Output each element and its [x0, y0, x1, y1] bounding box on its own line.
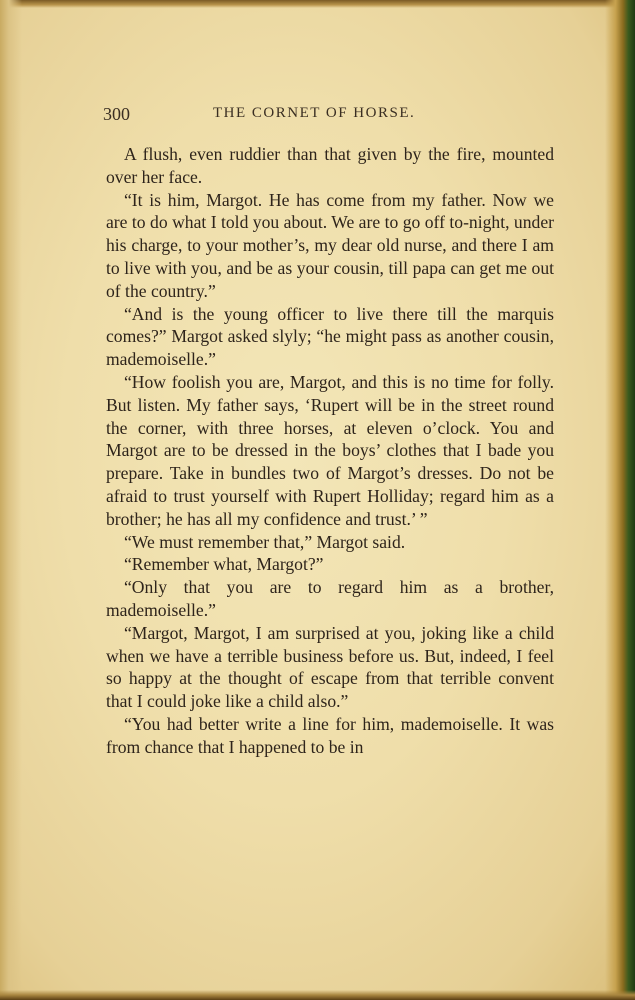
paragraph: “It is him, Margot. He has come from my father. Now we are to do what I told you about. We are to go off to-night, under his charge, to your mother’s, my dear old nurse, and there I am to live with you, and be as your cousin, till papa can get me out of the country.” [106, 189, 554, 301]
paragraph: “Remember what, Margot?” [124, 554, 324, 575]
paragraph: “How foolish you are, Margot, and this is no time for folly. But listen. My father says, ‘Rupert will be in the street round the corner, with three horses, at eleven o’clock. You and Margot are to be dressed in the boys’ clothes that I bade you prepare. Take in bundles two of Margot’s dresses. Do not be afraid to trust yourself with Rupert Holliday; regard him as a brother; he has all my confidence and trust.’ ” [106, 371, 554, 529]
paragraph: “Margot, Margot, I am surprised at you, joking like a child when we have a terrible business before us. But, indeed, I feel so happy at the thought of escape from that terrible convent that I could joke like a child also.” [106, 622, 554, 712]
paragraph: “And is the young officer to live there till the marquis comes?” Margot asked slyly; “he might pass as another cousin, mademoiselle.” [106, 303, 554, 370]
book-spine-edge [605, 0, 635, 1000]
running-head: THE CORNET OF HORSE. [213, 105, 416, 121]
paragraph: “You had better write a line for him, mademoiselle. It was from chance that I happened to be in [106, 713, 554, 757]
paragraph: “We must remember that,” Margot said. [124, 531, 406, 552]
page-left-edge [0, 0, 22, 1000]
paragraph: A flush, even ruddier than that given by the fire, mounted over her face. [106, 144, 554, 187]
page-top-edge [0, 0, 635, 8]
page-header [103, 104, 553, 128]
page-bottom-edge [0, 990, 635, 1000]
paragraph: “Only that you are to regard him as a brother, mademoiselle.” [106, 577, 554, 620]
body-text [106, 143, 554, 759]
page-number: 300 [103, 104, 130, 124]
